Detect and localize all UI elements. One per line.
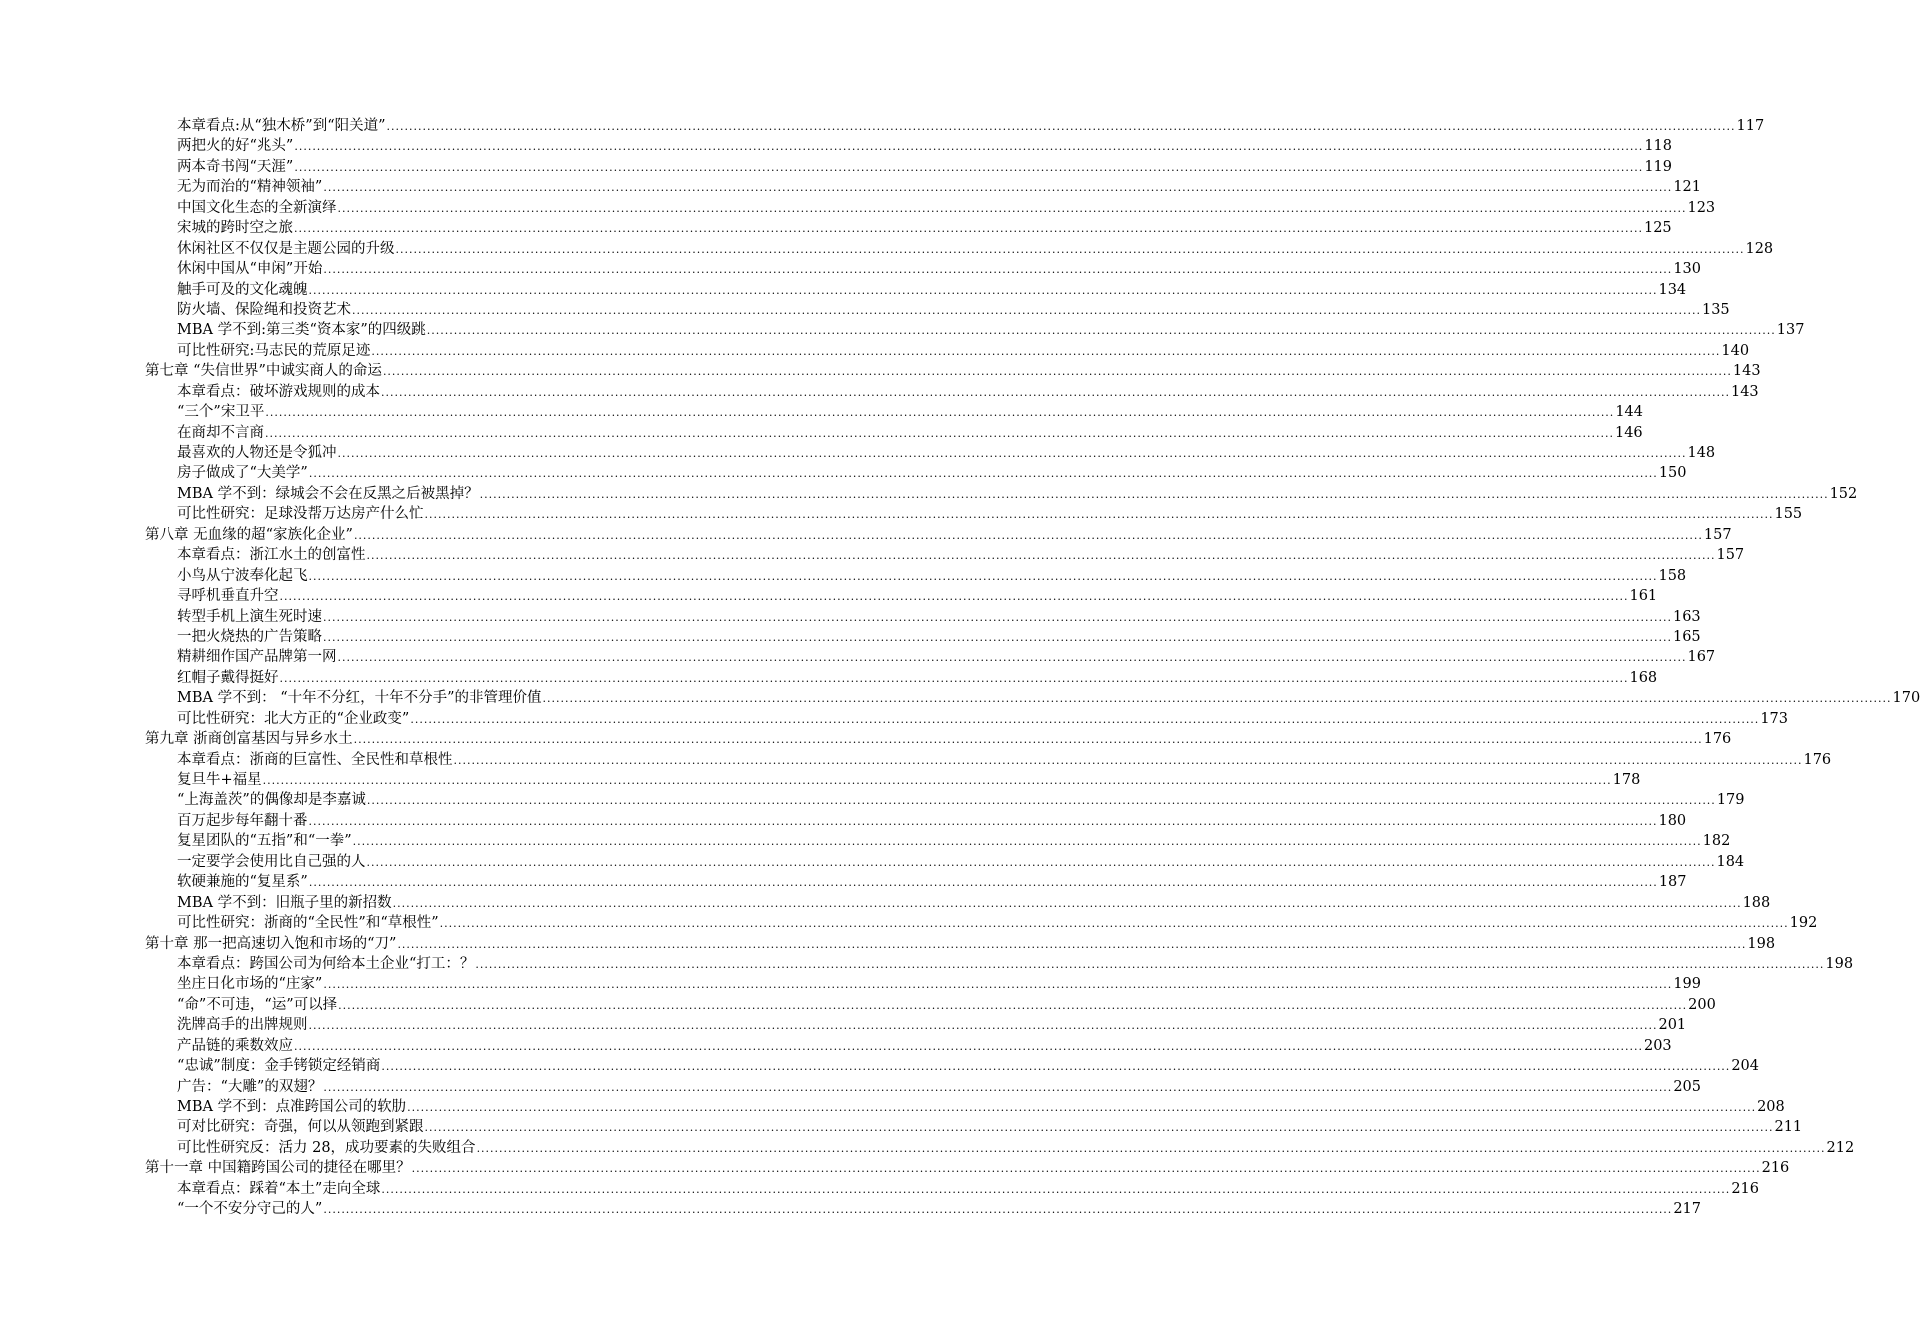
toc-dot-leader: ............................................................................................................................................................................................................................................................................................................ <box>294 160 1644 174</box>
toc-dot-leader: ............................................................................................................................................................................................................................................................................................................ <box>352 835 1702 849</box>
toc-dot-leader: ............................................................................................................................................................................................................................................................................................................ <box>395 242 1745 256</box>
toc-page-number: 161 <box>1629 588 1658 605</box>
toc-page-number: 203 <box>1643 1037 1672 1054</box>
toc-section-entry[interactable] <box>145 709 1788 729</box>
toc-page-number: 212 <box>1826 1139 1855 1156</box>
toc-page-number: 184 <box>1716 853 1745 870</box>
toc-page-number: 178 <box>1612 772 1641 788</box>
toc-section-entry[interactable] <box>145 341 1750 361</box>
toc-dot-leader: ............................................................................................................................................................................................................................................................................................................ <box>407 1101 1757 1114</box>
toc-entry-title: 最喜欢的人物还是令狐冲 <box>177 445 337 461</box>
toc-dot-leader: ............................................................................................................................................................................................................................................................................................................ <box>323 610 1672 624</box>
toc-entry-title: 可比性研究：浙商的“全民性”和“草根性” <box>177 915 439 932</box>
toc-section-entry[interactable] <box>145 545 1745 565</box>
toc-page-number: 119 <box>1644 158 1672 175</box>
toc-page-number: 134 <box>1658 281 1687 298</box>
toc-page-number: 121 <box>1673 179 1701 196</box>
toc-dot-leader: ............................................................................................................................................................................................................................................................................................................ <box>353 733 1703 747</box>
toc-section-entry[interactable] <box>145 954 1854 974</box>
toc-page-number: 118 <box>1644 138 1672 155</box>
toc-dot-leader: ............................................................................................................................................................................................................................................................................................................ <box>424 1121 1774 1135</box>
toc-entry-title: 小鸟从宁波奉化起飞 <box>177 567 308 584</box>
toc-dot-leader: ............................................................................................................................................................................................................................................................................................................ <box>397 937 1747 951</box>
toc-entry-title: 精耕细作国产品牌第一网 <box>177 649 337 666</box>
toc-section-entry[interactable] <box>145 402 1643 422</box>
toc-page-number: 128 <box>1745 240 1774 257</box>
toc-section-entry[interactable] <box>145 1097 1785 1117</box>
toc-entry-title: 房子做成了“大美学” <box>177 465 308 482</box>
toc-entry-title: 中国文化生态的全新演绎 <box>177 199 337 216</box>
toc-page-number: 182 <box>1702 833 1731 850</box>
toc-page-number: 188 <box>1742 894 1771 911</box>
toc-dot-leader: ............................................................................................................................................................................................................................................................................................................ <box>381 385 1730 399</box>
toc-page-number: 199 <box>1673 976 1701 993</box>
toc-entry-title: MBA 学不到： “十年不分红，十年不分手”的非管理价值 <box>177 690 542 707</box>
toc-section-entry[interactable] <box>145 770 1641 790</box>
toc-section-entry[interactable] <box>145 852 1745 872</box>
toc-section-entry[interactable] <box>145 811 1687 831</box>
toc-chapter-entry[interactable] <box>145 729 1732 749</box>
toc-entry-title: 宋城的跨时空之旅 <box>177 220 293 237</box>
toc-entry-title: 广告：“大雕”的双翅？ <box>177 1078 323 1095</box>
toc-dot-leader: ............................................................................................................................................................................................................................................................................................................ <box>279 671 1629 685</box>
toc-page-number: 155 <box>1774 506 1803 523</box>
toc-page-number: 163 <box>1672 608 1701 625</box>
toc-dot-leader: ............................................................................................................................................................................................................................................................................................................ <box>308 876 1658 890</box>
toc-entry-title: MBA 学不到:第三类“资本家”的四级跳 <box>177 322 426 339</box>
toc-entry-title: 可比性研究:马志民的荒原足迹 <box>177 342 371 359</box>
toc-page-number: 208 <box>1757 1099 1785 1115</box>
toc-section-entry[interactable] <box>145 1077 1701 1097</box>
toc-section-entry[interactable] <box>145 300 1730 320</box>
toc-section-entry[interactable] <box>145 872 1687 892</box>
toc-entry-title: 复星团队的“五指”和“一拳” <box>177 833 352 850</box>
toc-dot-leader: ............................................................................................................................................................................................................................................................................................................ <box>352 303 1701 317</box>
toc-page-number: 187 <box>1658 874 1687 891</box>
toc-page-number: 140 <box>1721 342 1750 359</box>
toc-entry-title: MBA 学不到：旧瓶子里的新招数 <box>177 894 392 911</box>
toc-dot-leader: ............................................................................................................................................................................................................................................................................................................ <box>337 651 1687 665</box>
toc-section-entry[interactable] <box>145 239 1774 259</box>
toc-dot-leader: ............................................................................................................................................................................................................................................................................................................ <box>308 467 1658 481</box>
toc-entry-title: 本章看点：破坏游戏规则的成本 <box>177 383 380 400</box>
toc-page-number: 201 <box>1658 1017 1687 1034</box>
toc-chapter-entry[interactable] <box>145 525 1732 545</box>
toc-dot-leader: ............................................................................................................................................................................................................................................................................................................ <box>308 814 1658 828</box>
toc-page-number: 143 <box>1732 363 1761 380</box>
toc-dot-leader: ............................................................................................................................................................................................................................................................................................................ <box>381 1182 1731 1196</box>
toc-page-number: 192 <box>1789 915 1818 932</box>
toc-entry-title: “一个不安分守己的人” <box>177 1201 323 1218</box>
toc-entry-title: 可比性研究反：活力 28，成功要素的失败组合 <box>177 1139 476 1156</box>
toc-page-number: 130 <box>1673 261 1701 278</box>
toc-page-number: 157 <box>1703 526 1732 543</box>
toc-dot-leader: ............................................................................................................................................................................................................................................................................................................ <box>453 753 1803 767</box>
toc-entry-title: 本章看点：踩着“本土”走向全球 <box>177 1180 381 1197</box>
toc-entry-title: MBA 学不到：绿城会不会在反黑之后被黑掉？ <box>177 485 479 502</box>
toc-section-entry[interactable] <box>145 1036 1672 1056</box>
toc-section-entry[interactable] <box>145 157 1672 177</box>
toc-entry-title: 休闲社区不仅仅是主题公园的升级 <box>177 240 395 257</box>
toc-dot-leader: ............................................................................................................................................................................................................................................................................................................ <box>426 324 1776 338</box>
toc-section-entry[interactable] <box>145 1179 1759 1199</box>
toc-dot-leader: ............................................................................................................................................................................................................................................................................................................ <box>353 528 1703 542</box>
toc-page-number: 173 <box>1760 710 1788 727</box>
toc-chapter-entry[interactable] <box>145 361 1761 381</box>
toc-section-entry[interactable] <box>145 320 1805 340</box>
toc-dot-leader: ............................................................................................................................................................................................................................................................................................................ <box>337 201 1687 215</box>
toc-section-entry[interactable] <box>145 1015 1687 1035</box>
toc-entry-title: “忠诚”制度：金手铐锁定经销商 <box>177 1058 381 1075</box>
toc-dot-leader: ............................................................................................................................................................................................................................................................................................................ <box>262 774 1612 787</box>
toc-entry-title: 第八章 无血缘的超“家族化企业” <box>145 526 353 543</box>
toc-entry-title: 可比性研究：北大方正的“企业政变” <box>177 710 410 727</box>
toc-dot-leader: ............................................................................................................................................................................................................................................................................................................ <box>479 487 1829 501</box>
toc-section-entry[interactable] <box>145 627 1701 647</box>
toc-entry-title: 触手可及的文化魂魄 <box>177 281 308 298</box>
toc-entry-title: 本章看点：浙商的巨富性、全民性和草根性 <box>177 751 453 768</box>
toc-entry-title: 寻呼机垂直升空 <box>177 588 279 605</box>
toc-section-entry[interactable] <box>145 280 1687 300</box>
toc-entry-title: “上海盖茨”的偶像却是李嘉诚 <box>177 792 366 809</box>
toc-entry-title: 在商却不言商 <box>177 424 264 441</box>
toc-page-number: 123 <box>1687 199 1716 216</box>
table-of-contents <box>145 116 1920 1220</box>
toc-entry-title: 软硬兼施的“复星系” <box>177 874 308 891</box>
toc-chapter-entry[interactable] <box>145 1158 1790 1178</box>
toc-dot-leader: ............................................................................................................................................................................................................................................................................................................ <box>381 1060 1731 1074</box>
toc-entry-title: 防火墙、保险绳和投资艺术 <box>177 301 351 318</box>
toc-page-number: 179 <box>1716 792 1745 809</box>
toc-page-number: 167 <box>1687 649 1716 666</box>
toc-dot-leader: ............................................................................................................................................................................................................................................................................................................ <box>439 917 1789 931</box>
toc-dot-leader: ............................................................................................................................................................................................................................................................................................................ <box>476 1141 1826 1155</box>
toc-dot-leader: ............................................................................................................................................................................................................................................................................................................ <box>308 283 1658 297</box>
toc-section-entry[interactable] <box>145 443 1716 463</box>
toc-page-number: 216 <box>1731 1180 1759 1197</box>
toc-page-number: 205 <box>1673 1078 1701 1095</box>
toc-section-entry[interactable] <box>145 423 1643 443</box>
toc-section-entry[interactable] <box>145 382 1759 402</box>
toc-entry-title: 可对比研究：奇强，何以从领跑到紧跟 <box>177 1119 424 1136</box>
toc-dot-leader: ............................................................................................................................................................................................................................................................................................................ <box>323 1203 1673 1217</box>
toc-entry-title: “三个”宋卫平 <box>177 404 265 421</box>
toc-page-number: 157 <box>1716 547 1745 564</box>
toc-entry-title: 复旦牛+福星 <box>177 772 262 788</box>
toc-dot-leader: ............................................................................................................................................................................................................................................................................................................ <box>382 365 1732 379</box>
toc-dot-leader: ............................................................................................................................................................................................................................................................................................................ <box>294 1039 1643 1053</box>
toc-entry-title: 本章看点：跨国公司为何给本土企业“打工：？ <box>177 955 475 972</box>
toc-page-number: 148 <box>1687 445 1716 461</box>
toc-entry-title: 本章看点:从“独木桥”到“阳关道” <box>177 118 386 134</box>
toc-page-number: 176 <box>1703 731 1732 748</box>
toc-section-entry[interactable] <box>145 647 1716 667</box>
toc-dot-leader: ............................................................................................................................................................................................................................................................................................................ <box>475 957 1825 971</box>
toc-page-number: 200 <box>1688 996 1716 1013</box>
toc-entry-title: 无为而治的“精神领袖” <box>177 179 323 196</box>
toc-section-entry[interactable] <box>145 1199 1701 1219</box>
toc-section-entry[interactable] <box>145 504 1803 524</box>
toc-dot-leader: ............................................................................................................................................................................................................................................................................................................ <box>308 1019 1658 1033</box>
toc-section-entry[interactable] <box>145 1117 1803 1137</box>
toc-page-number: 150 <box>1658 465 1687 482</box>
toc-page-number: 152 <box>1829 485 1858 502</box>
toc-entry-title: 产品链的乘数效应 <box>177 1037 293 1054</box>
toc-page-number: 180 <box>1658 812 1687 829</box>
toc-section-entry[interactable] <box>145 1138 1855 1158</box>
toc-entry-title: 一定要学会使用比自己强的人 <box>177 853 366 870</box>
toc-dot-leader: ............................................................................................................................................................................................................................................................................................................ <box>386 120 1736 133</box>
toc-section-entry[interactable] <box>145 995 1716 1015</box>
toc-page-number: 198 <box>1825 955 1854 972</box>
toc-page-number: 146 <box>1614 424 1643 441</box>
toc-entry-title: 红帽子戴得挺好 <box>177 669 279 686</box>
toc-entry-title: 两本奇书闯“天涯” <box>177 158 294 175</box>
toc-page-number: 125 <box>1643 220 1672 237</box>
toc-dot-leader: ............................................................................................................................................................................................................................................................................................................ <box>411 1162 1761 1176</box>
toc-page-number: 137 <box>1776 322 1805 339</box>
toc-section-entry[interactable] <box>145 607 1701 627</box>
toc-dot-leader: ............................................................................................................................................................................................................................................................................................................ <box>294 222 1643 236</box>
toc-dot-leader: ............................................................................................................................................................................................................................................................................................................ <box>323 263 1673 277</box>
toc-page-number: 176 <box>1803 751 1832 768</box>
toc-dot-leader: ............................................................................................................................................................................................................................................................................................................ <box>323 1080 1673 1094</box>
toc-dot-leader: ............................................................................................................................................................................................................................................................................................................ <box>323 630 1672 644</box>
toc-section-entry[interactable] <box>145 688 1920 708</box>
toc-section-entry[interactable] <box>145 177 1701 197</box>
toc-section-entry[interactable] <box>145 259 1701 279</box>
toc-page-number: 117 <box>1736 118 1765 134</box>
toc-page-number: 158 <box>1658 567 1687 584</box>
toc-section-entry[interactable] <box>145 750 1832 770</box>
toc-dot-leader: ............................................................................................................................................................................................................................................................................................................ <box>366 855 1716 869</box>
toc-dot-leader: ............................................................................................................................................................................................................................................................................................................ <box>366 794 1716 808</box>
toc-entry-title: MBA 学不到：点准跨国公司的软肋 <box>177 1099 407 1115</box>
toc-entry-title: 第九章 浙商创富基因与异乡水土 <box>145 731 353 748</box>
toc-page-number: 135 <box>1701 301 1730 318</box>
toc-dot-leader: ............................................................................................................................................................................................................................................................................................................ <box>338 998 1688 1012</box>
toc-dot-leader: ............................................................................................................................................................................................................................................................................................................ <box>542 692 1892 706</box>
toc-page-number: 165 <box>1672 628 1701 645</box>
toc-entry-title: 两把火的好“兆头” <box>177 138 294 155</box>
toc-dot-leader: ............................................................................................................................................................................................................................................................................................................ <box>265 406 1615 420</box>
toc-entry-title: 可比性研究：足球没帮万达房产什么忙 <box>177 506 424 523</box>
toc-dot-leader: ............................................................................................................................................................................................................................................................................................................ <box>265 426 1614 440</box>
toc-section-entry[interactable] <box>145 484 1858 504</box>
toc-entry-title: 第七章 “失信世界”中诚实商人的命运 <box>145 363 382 380</box>
toc-entry-title: 百万起步每年翻十番 <box>177 812 308 829</box>
toc-section-entry[interactable] <box>145 893 1771 913</box>
toc-section-entry[interactable] <box>145 586 1658 606</box>
toc-entry-title: 转型手机上演生死时速 <box>177 608 322 625</box>
toc-page-number: 211 <box>1774 1119 1803 1136</box>
toc-section-entry[interactable] <box>145 136 1672 156</box>
toc-section-entry[interactable] <box>145 1056 1759 1076</box>
toc-chapter-entry[interactable] <box>145 934 1776 954</box>
toc-page-number: 204 <box>1731 1058 1759 1075</box>
toc-dot-leader: ............................................................................................................................................................................................................................................................................................................ <box>410 712 1760 726</box>
toc-section-entry[interactable] <box>145 913 1818 933</box>
toc-page-number: 170 <box>1892 690 1920 707</box>
toc-section-entry[interactable] <box>145 463 1687 483</box>
toc-entry-title: 休闲中国从“申闲”开始 <box>177 261 323 278</box>
toc-section-entry[interactable] <box>145 974 1701 994</box>
toc-dot-leader: ............................................................................................................................................................................................................................................................................................................ <box>337 447 1687 460</box>
toc-dot-leader: ............................................................................................................................................................................................................................................................................................................ <box>366 549 1716 563</box>
toc-dot-leader: ............................................................................................................................................................................................................................................................................................................ <box>323 181 1673 195</box>
toc-section-entry[interactable] <box>145 790 1745 810</box>
toc-dot-leader: ............................................................................................................................................................................................................................................................................................................ <box>371 344 1721 358</box>
toc-dot-leader: ............................................................................................................................................................................................................................................................................................................ <box>279 590 1629 604</box>
toc-dot-leader: ............................................................................................................................................................................................................................................................................................................ <box>424 508 1774 522</box>
toc-section-entry[interactable] <box>145 218 1672 238</box>
toc-entry-title: “命”不可违，“运”可以择 <box>177 996 338 1013</box>
toc-dot-leader: ............................................................................................................................................................................................................................................................................................................ <box>294 140 1644 154</box>
toc-section-entry[interactable] <box>145 566 1687 586</box>
toc-page-number: 168 <box>1629 669 1658 686</box>
toc-entry-title: 本章看点：浙江水土的创富性 <box>177 547 366 564</box>
toc-page-number: 144 <box>1615 404 1643 421</box>
toc-entry-title: 第十章 那一把高速切入饱和市场的“刀” <box>145 935 397 952</box>
toc-section-entry[interactable] <box>145 831 1731 851</box>
toc-dot-leader: ............................................................................................................................................................................................................................................................................................................ <box>392 896 1742 910</box>
toc-page-number: 216 <box>1761 1160 1790 1177</box>
toc-dot-leader: ............................................................................................................................................................................................................................................................................................................ <box>308 569 1658 583</box>
toc-section-entry[interactable] <box>145 668 1658 688</box>
toc-page-number: 198 <box>1747 935 1776 952</box>
toc-dot-leader: ............................................................................................................................................................................................................................................................................................................ <box>323 978 1673 992</box>
toc-section-entry[interactable] <box>145 198 1716 218</box>
toc-entry-title: 第十一章 中国籍跨国公司的捷径在哪里？ <box>145 1160 411 1177</box>
toc-entry-title: 一把火烧热的广告策略 <box>177 628 322 645</box>
toc-entry-title: 洗牌高手的出牌规则 <box>177 1017 308 1034</box>
toc-page-number: 217 <box>1673 1201 1701 1218</box>
toc-entry-title: 坐庄日化市场的“庄家” <box>177 976 323 993</box>
toc-page-number: 143 <box>1730 383 1759 400</box>
toc-section-entry[interactable] <box>145 116 1765 136</box>
